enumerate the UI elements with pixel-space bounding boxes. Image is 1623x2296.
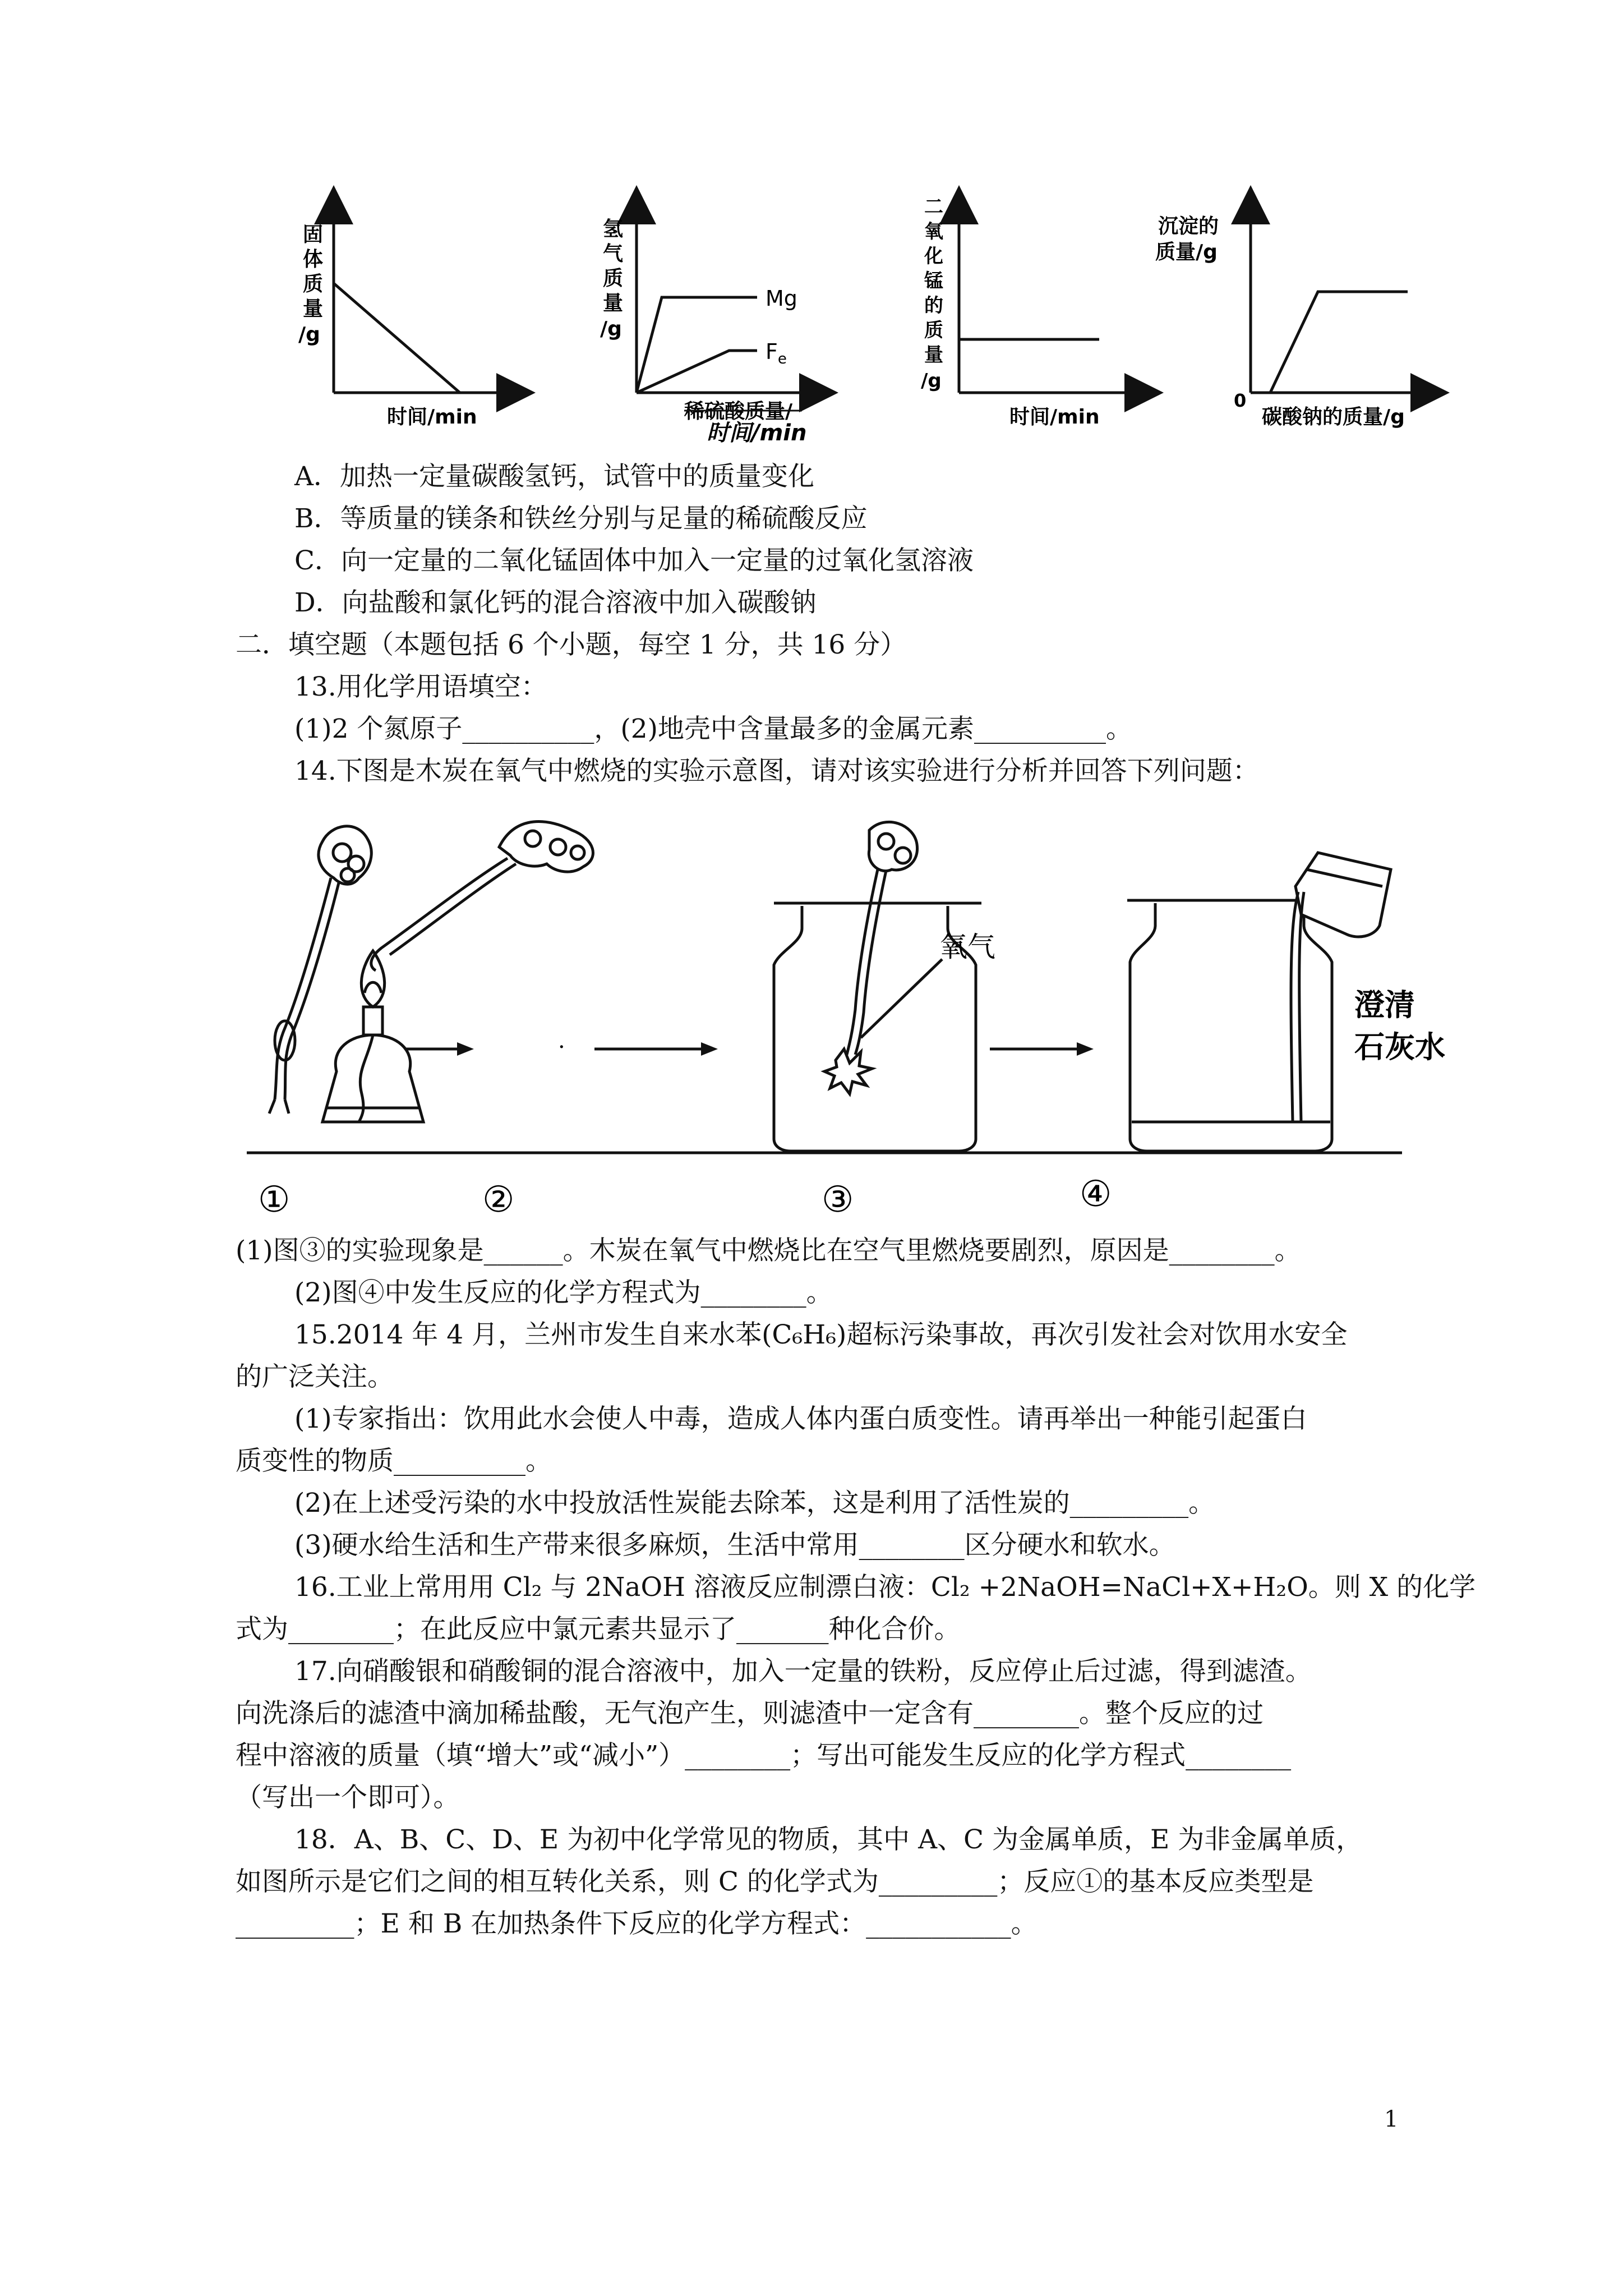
q14-stem: 14.下图是木炭在氧气中燃烧的实验示意图，请对该实验进行分析并回答下列问题： — [294, 756, 1259, 786]
graph-d-ylabel: 沉淀的质量/g — [1155, 215, 1219, 264]
graph-b-xlabel: 稀硫酸质量/ — [684, 400, 793, 423]
q15-stem1: 15.2014 年 4 月，兰州市发生自来水苯(C₆H₆)超标污染事故，再次引发社会对饮用水安全 — [294, 1319, 1348, 1350]
graph-c-xlabel: 时间/min — [1009, 406, 1100, 429]
label-oxygen: 氧气 — [939, 931, 995, 963]
arrow-2-3-dot: · — [558, 1034, 565, 1060]
q17-line3: 程中溶液的质量（填“增大”或“减小”）________；写出可能发生反应的化学方程式________ — [236, 1740, 1292, 1771]
graph-d-origin: 0 — [1234, 390, 1247, 411]
q18-line1: 18．A、B、C、D、E 为初中化学常见的物质，其中 A、C 为金属单质，E 为非金属单质， — [294, 1824, 1363, 1855]
step-1-label: ① — [258, 1179, 291, 1221]
page-number: 1 — [1384, 2106, 1399, 2132]
q16-line2: 式为________；在此反应中氯元素共显示了_______种化合价。 — [236, 1614, 961, 1645]
step4-limewater-jar — [1127, 853, 1391, 1151]
step-3-label: ③ — [822, 1179, 854, 1221]
graph-a-xlabel: 时间/min — [387, 406, 477, 429]
step-4-label: ④ — [1080, 1174, 1112, 1215]
q15-stem2: 的广泛关注。 — [236, 1361, 394, 1392]
q15-p1b: 质变性的物质__________。 — [236, 1446, 552, 1476]
graph-b — [600, 205, 819, 446]
series-fe-label: $F_e$ — [766, 339, 787, 367]
q13-line1: (1)2 个氮原子__________，(2)地壳中含量最多的金属元素__________。 — [294, 714, 1132, 744]
graph-b-handwritten: 时间/min — [707, 420, 807, 446]
q18-line3: _________；E 和 B 在加热条件下反应的化学方程式：___________。 — [236, 1908, 1038, 1939]
graph-c — [921, 196, 1144, 429]
step3-gas-jar — [774, 822, 981, 1151]
label-limewater-2: 石灰水 — [1354, 1029, 1445, 1065]
q16-line1: 16.工业上常用用 Cl₂ 与 2NaOH 溶液反应制漂白液：Cl₂ +2NaOH=NaCl+X+H₂O。则 X 的化学 — [294, 1572, 1476, 1603]
q14-line2: (2)图④中发生反应的化学方程式为________。 — [294, 1277, 833, 1308]
option-d: D．向盐酸和氯化钙的混合溶液中加入碳酸钠 — [294, 587, 817, 618]
option-b: B．等质量的镁条和铁丝分别与足量的稀硫酸反应 — [294, 503, 868, 534]
graph-d-xlabel: 碳酸钠的质量/g — [1262, 406, 1405, 429]
graph-b-ylabel: 氢气质量/g — [600, 218, 624, 341]
q17-line4: （写出一个即可）。 — [236, 1782, 460, 1813]
q14-line1: (1)图③的实验现象是______。木炭在氧气中燃烧比在空气里燃烧要剧烈，原因是________。 — [236, 1235, 1301, 1266]
q15-p2: (2)在上述受污染的水中投放活性炭能去除苯，这是利用了活性炭的_________。 — [294, 1488, 1215, 1519]
graphs-row — [236, 185, 1441, 454]
q17-line1: 17.向硝酸银和硝酸铜的混合溶液中，加入一定量的铁粉，反应停止后过滤，得到滤渣。 — [294, 1656, 1312, 1687]
q15-p1a: (1)专家指出：饮用此水会使人中毒，造成人体内蛋白质变性。请再举出一种能引起蛋白 — [294, 1404, 1307, 1434]
step-2-label: ② — [482, 1179, 515, 1221]
q17-line2: 向洗涤后的滤渣中滴加稀盐酸，无气泡产生，则滤渣中一定含有________。整个反应的过 — [236, 1698, 1264, 1729]
series-mg-label: Mg — [766, 286, 797, 311]
graph-d — [1155, 205, 1430, 429]
charcoal-experiment-figure — [236, 808, 1445, 1234]
graph-c-ylabel: 二氧化锰的质量/g — [921, 196, 943, 392]
q18-line2: 如图所示是它们之间的相互转化关系，则 C 的化学式为_________；反应①的基本反应类型是 — [236, 1866, 1314, 1897]
label-limewater-1: 澄清 — [1354, 987, 1415, 1023]
q13-stem: 13.用化学用语填空： — [294, 671, 547, 702]
option-a: A．加热一定量碳酸氢钙，试管中的质量变化 — [294, 461, 814, 492]
graph-a-ylabel: 固体质量/g — [298, 223, 324, 346]
graph-a — [298, 205, 516, 429]
section-2-heading: 二．填空题（本题包括 6 个小题，每空 1 分，共 16 分） — [236, 629, 907, 660]
option-c: C．向一定量的二氧化锰固体中加入一定量的过氧化氢溶液 — [294, 545, 974, 576]
q15-p3: (3)硬水给生活和生产带来很多麻烦，生活中常用________区分硬水和软水。 — [294, 1530, 1175, 1561]
